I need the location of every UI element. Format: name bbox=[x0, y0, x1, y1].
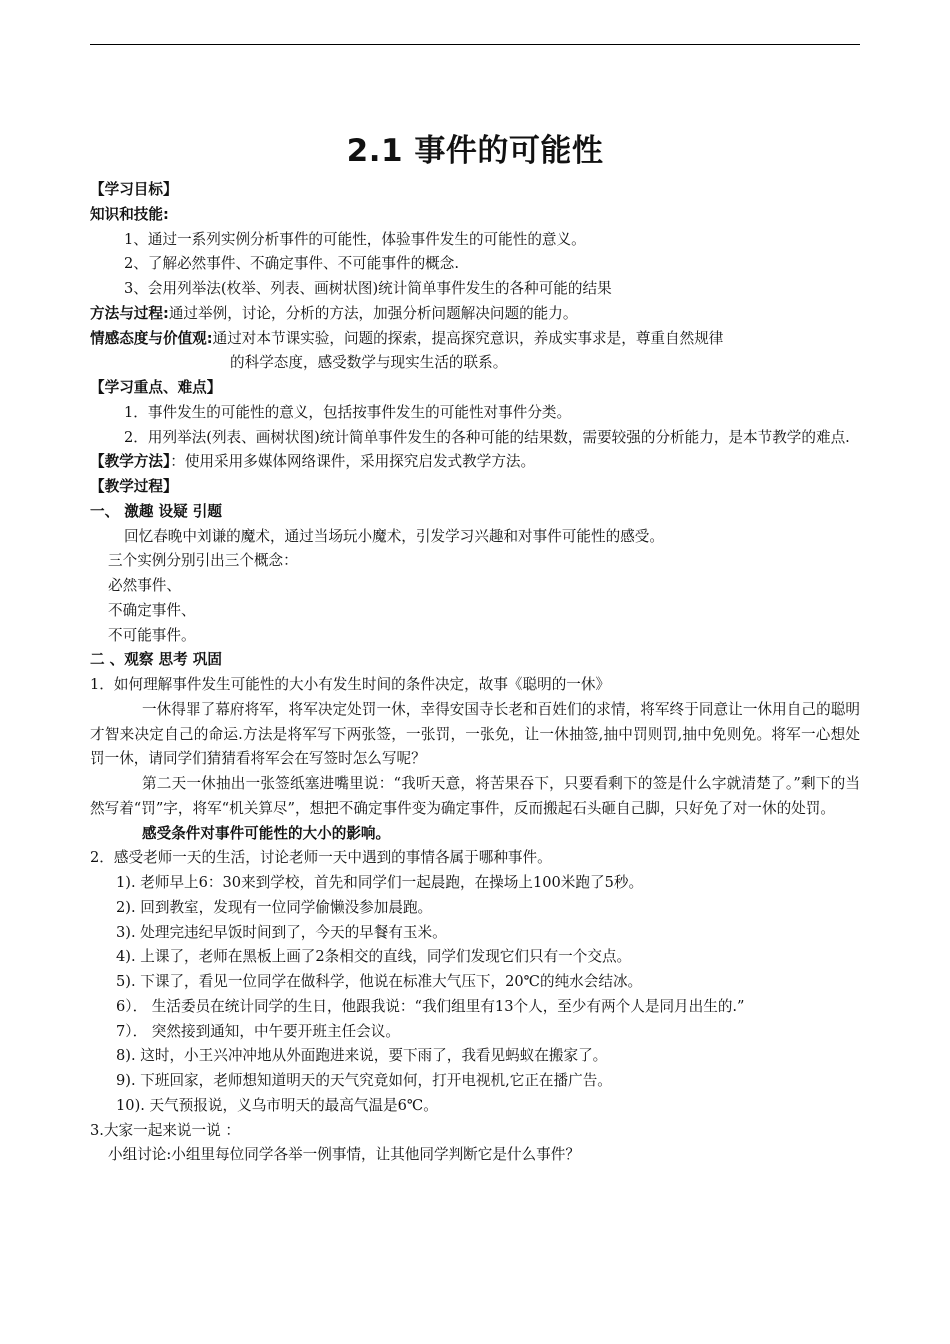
story-paragraph: 第二天一休抽出一张签纸塞进嘴里说：“我听天意，将苦果吞下，只要看剩下的签是什么字就清楚了。”剩下的当然写着“罚”字，将军“机关算尽”，想把不确定事件变为确定事件，反而搬起石头砸自己脚，只好免了对一休的处罚。 bbox=[90, 775, 860, 817]
knowledge-item: 1、通过一系列实例分析事件的可能性，体验事件发生的可能性的意义。 bbox=[124, 230, 586, 248]
event-item: 1). 老师早上6：30来到学校，首先和同学们一起晨跑，在操场上100米跑了5秒。 bbox=[116, 874, 644, 891]
knowledge-label: 知识和技能: bbox=[90, 205, 169, 223]
key-points-heading: 【学习重点、难点】 bbox=[90, 379, 222, 396]
method-label: 方法与过程: bbox=[90, 304, 169, 322]
event-item: 4). 上课了，老师在黑板上画了2条相交的直线，同学们发现它们只有一个交点。 bbox=[116, 948, 632, 966]
emotion-text-continued: 的科学态度，感受数学与现实生活的联系。 bbox=[230, 354, 508, 372]
section-1-heading: 一、 激趣 设疑 引题 bbox=[90, 502, 222, 520]
concept-item: 不可能事件。 bbox=[108, 626, 196, 644]
event-item: 5). 下课了，看见一位同学在做科学，他说在标准大气压下，20℃的纯水会结冰。 bbox=[116, 973, 643, 990]
key-point-item: 2．用列举法(列表、画树状图)统计简单事件发生的各种可能的结果数，需要较强的分析能力，是本节教学的难点. bbox=[124, 428, 850, 446]
page-title: 2.1 事件的可能性 bbox=[346, 133, 604, 169]
goals-heading: 【学习目标】 bbox=[90, 181, 178, 198]
method-row bbox=[90, 302, 860, 327]
event-item: 9). 下班回家，老师想知道明天的天气究竟如何，打开电视机,它正在播广告。 bbox=[116, 1072, 612, 1089]
question-3: 3.大家一起来说一说 ： bbox=[90, 1121, 240, 1139]
teaching-method-label: 【教学方法】 bbox=[90, 453, 171, 471]
concept-item: 不确定事件、 bbox=[108, 601, 196, 619]
document-body bbox=[90, 128, 860, 1168]
header-rule bbox=[90, 44, 860, 45]
section-2-heading: 二 、观察 思考 巩固 bbox=[90, 651, 222, 669]
group-discussion: 小组讨论:小组里每位同学各举一例事情，让其他同学判断它是什么事件？ bbox=[108, 1146, 580, 1164]
event-item: 6）． 生活委员在统计同学的生日，他跟我说：“我们组里有13个人，至少有两个人是同月出生的.” bbox=[116, 997, 745, 1015]
story-conclusion: 感受条件对事件可能性的大小的影响。 bbox=[142, 824, 391, 842]
emotion-text: 通过对本节课实验，问题的探索，提高探究意识，养成实事求是，尊重自然规律 bbox=[212, 329, 724, 347]
section-1-intro: 回忆春晚中刘谦的魔术，通过当场玩小魔术，引发学习兴趣和对事件可能性的感受。 bbox=[124, 527, 664, 545]
event-item: 8). 这时，小王兴冲冲地从外面跑进来说，要下雨了，我看见蚂蚁在搬家了。 bbox=[116, 1047, 608, 1065]
knowledge-item: 3、会用列举法(枚举、列表、画树状图)统计简单事件发生的各种可能的结果 bbox=[124, 280, 612, 297]
teaching-method-text: ：使用采用多媒体网络课件，采用探究启发式教学方法。 bbox=[170, 453, 536, 471]
emotion-row bbox=[90, 327, 860, 352]
event-item: 2). 回到教室，发现有一位同学偷懒没参加晨跑。 bbox=[116, 898, 433, 916]
knowledge-item: 2、了解必然事件、不确定事件、不可能事件的概念. bbox=[124, 255, 459, 273]
event-item: 3). 处理完违纪早饭时间到了，今天的早餐有玉米。 bbox=[116, 923, 447, 941]
key-point-item: 1．事件发生的可能性的意义，包括按事件发生的可能性对事件分类。 bbox=[124, 403, 572, 421]
process-heading: 【教学过程】 bbox=[90, 478, 178, 495]
emotion-label: 情感态度与价值观: bbox=[90, 329, 213, 347]
question-1: 1．如何理解事件发生可能性的大小有发生时间的条件决定，故事《聪明的一休》 bbox=[90, 676, 611, 693]
concept-item: 必然事件、 bbox=[108, 577, 181, 594]
event-item: 10). 天气预报说，义乌市明天的最高气温是6℃。 bbox=[116, 1096, 438, 1114]
question-2: 2．感受老师一天的生活，讨论老师一天中遇到的事情各属于哪种事件。 bbox=[90, 849, 552, 867]
story-paragraph: 一休得罪了幕府将军，将军决定处罚一休，幸得安国寺长老和百姓们的求情，将军终于同意让一休用自己的聪明才智来决定自己的命运.方法是将军写下两张签，一张罚，一张免，让一休抽签,抽中罚则罚,抽中免则免。将军一心想处罚一休，请同学们猜猜看将军会在写签时怎么写呢？ bbox=[90, 700, 860, 768]
section-1-lead: 三个实例分别引出三个概念： bbox=[108, 552, 298, 570]
method-text: 通过举例，讨论，分析的方法，加强分析问题解决问题的能力。 bbox=[168, 304, 578, 322]
event-item: 7）． 突然接到通知，中午要开班主任会议。 bbox=[116, 1022, 400, 1040]
teaching-method-row bbox=[90, 450, 860, 475]
